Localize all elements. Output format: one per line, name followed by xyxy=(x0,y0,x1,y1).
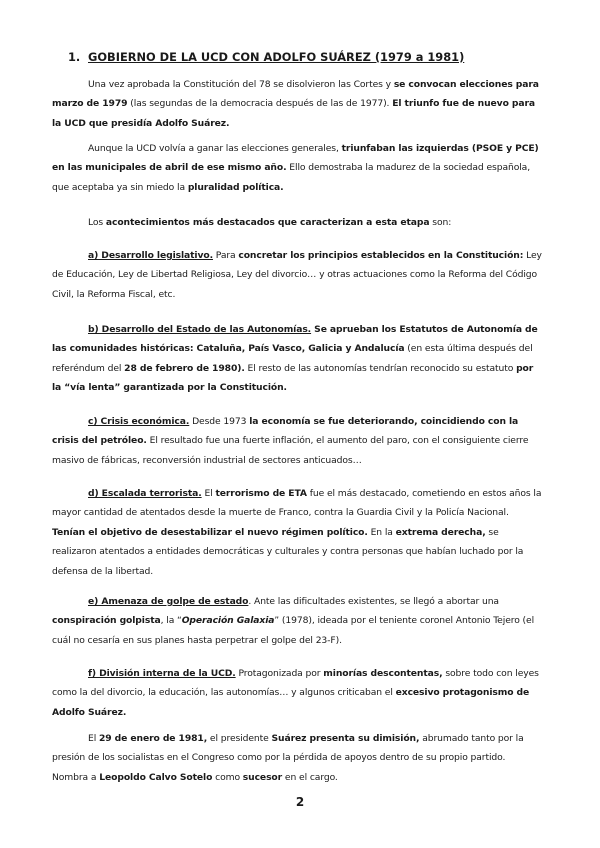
text-segment: sobre todo con leyes como la del divorcio, la educación, las autonomías… y algunos criticaban el xyxy=(52,668,539,699)
text-segment: ” (1978), ideada por el teniente coronel Antonio Tejero (el cuál no cesaría en sus planes hasta perpetrar el golpe del 23-F). xyxy=(52,615,535,646)
paragraph-acontecimientos xyxy=(52,213,542,232)
paragraph-crisis-economica xyxy=(52,412,542,470)
text-segment: en el cargo. xyxy=(282,771,338,783)
text-segment: El resultado fue una fuerte inflación, el aumento del paro, con el consiguiente cierre masivo de fábricas, reconversión industrial de sectores anticuados… xyxy=(52,435,529,466)
text-segment: d) Escalada terrorista. xyxy=(88,488,202,499)
text-segment: el presidente xyxy=(207,733,272,744)
text-segment: Los xyxy=(88,217,106,228)
page-number: 2 xyxy=(295,795,305,809)
text-segment: En la xyxy=(367,526,396,538)
text-segment: , la “ xyxy=(160,615,182,627)
text-segment: Desde 1973 xyxy=(189,416,250,427)
text-segment: 28 de febrero de 1980). xyxy=(124,362,245,374)
section-number: 1. xyxy=(68,50,81,64)
text-segment: triunfaban las izquierdas (PSOE y PCE) en las municipales de abril de ese mismo año. xyxy=(52,143,539,174)
paragraph-constitucion xyxy=(52,75,542,133)
text-segment: Una vez aprobada la Constitución del 78 se disolvieron las Cortes y xyxy=(88,79,394,90)
paragraph-desarrollo-legislativo xyxy=(52,246,542,304)
text-segment: (las segundas de la democracia después de las de 1977). xyxy=(127,98,393,110)
text-segment: Suárez presenta su dimisión, xyxy=(271,733,420,744)
text-segment: Ley de Educación, Ley de Libertad Religiosa, Ley del divorcio… y otras actuaciones como la Reforma del Código Civil, la Reforma Fiscal, etc. xyxy=(52,250,542,300)
paragraph-escalada-terrorista xyxy=(52,484,542,581)
text-segment: Leopoldo Calvo Sotelo xyxy=(99,771,213,783)
text-segment: extrema derecha, xyxy=(395,526,486,538)
text-segment: como xyxy=(212,771,243,783)
text-segment: Tenían el objetivo de desestabilizar el nuevo régimen político. xyxy=(52,526,368,538)
paragraph-estado-autonomias xyxy=(52,320,542,398)
text-segment: e) Amenaza de golpe de estado xyxy=(88,596,249,607)
text-segment: a) Desarrollo legislativo. xyxy=(88,250,213,261)
paragraph-division-ucd xyxy=(52,664,542,722)
text-segment: (en esta última después del referéndum del xyxy=(52,343,533,374)
text-segment: Protagonizada por xyxy=(235,668,324,679)
text-segment: acontecimientos más destacados que caracterizan a esta etapa xyxy=(105,217,430,228)
text-segment: sucesor xyxy=(242,771,283,783)
text-segment: concretar los principios establecidos en la Constitución: xyxy=(238,250,524,261)
section-heading xyxy=(68,50,464,64)
text-segment: pluralidad política. xyxy=(187,181,284,193)
section-title: GOBIERNO DE LA UCD CON ADOLFO SUÁREZ (1979 a 1981) xyxy=(88,50,465,64)
text-segment: la economía se fue deteriorando, coincidiendo con la crisis del petróleo. xyxy=(52,416,519,447)
text-segment: Se aprueban los Estatutos de Autonomía de las comunidades históricas: Cataluña, País Vasco, Galicia y Andalucía xyxy=(52,324,538,355)
text-segment: 29 de enero de 1981, xyxy=(98,733,208,744)
paragraph-municipales xyxy=(52,139,542,197)
text-segment: por la “vía lenta” garantizada por la Constitución. xyxy=(52,362,534,394)
text-segment: Para xyxy=(212,250,239,261)
paragraph-golpe-estado xyxy=(52,592,542,650)
text-segment: abrumado tanto por la presión de los socialistas en el Congreso como por la pérdida de apoyos dentro de su propio partido. Nombra a xyxy=(52,733,524,783)
text-segment: c) Crisis económica. xyxy=(88,416,190,427)
text-segment: El xyxy=(201,488,216,499)
text-segment: El triunfo fue de nuevo para la UCD que presidía Adolfo Suárez. xyxy=(52,98,535,129)
text-segment: fue el más destacado, cometiendo en estos años la mayor cantidad de atentados desde la muerte de Franco, contra la Guardia Civil y la Policía Nacional. xyxy=(52,488,542,519)
paragraph-dimision xyxy=(52,729,542,787)
text-segment: b) Desarrollo del Estado de las Autonomías. xyxy=(88,324,312,335)
text-segment: Aunque la UCD volvía a ganar las elecciones generales, xyxy=(88,143,342,154)
text-segment: f) División interna de la UCD. xyxy=(88,668,236,679)
text-segment: se convocan elecciones para marzo de 1979 xyxy=(52,79,539,110)
text-segment: son: xyxy=(429,217,452,228)
text-segment: conspiración golpista xyxy=(52,615,161,627)
text-segment: Ello demostraba la madurez de la sociedad española, que aceptaba ya sin miedo la xyxy=(52,162,531,193)
text-segment: se realizaron atentados a entidades democráticas y culturales y contra personas que habían luchado por la defensa de la libertad. xyxy=(52,526,524,577)
text-segment: El xyxy=(88,733,99,744)
text-segment: excesivo protagonismo de Adolfo Suárez. xyxy=(52,687,530,718)
text-segment: Operación Galaxia xyxy=(181,615,275,627)
text-segment: . Ante las dificultades existentes, se llegó a abortar una xyxy=(248,596,499,607)
text-segment: minorías descontentas, xyxy=(323,668,443,679)
text-segment: terrorismo de ETA xyxy=(215,488,307,499)
text-segment: El resto de las autonomías tendrían reconocido su estatuto xyxy=(244,362,517,374)
